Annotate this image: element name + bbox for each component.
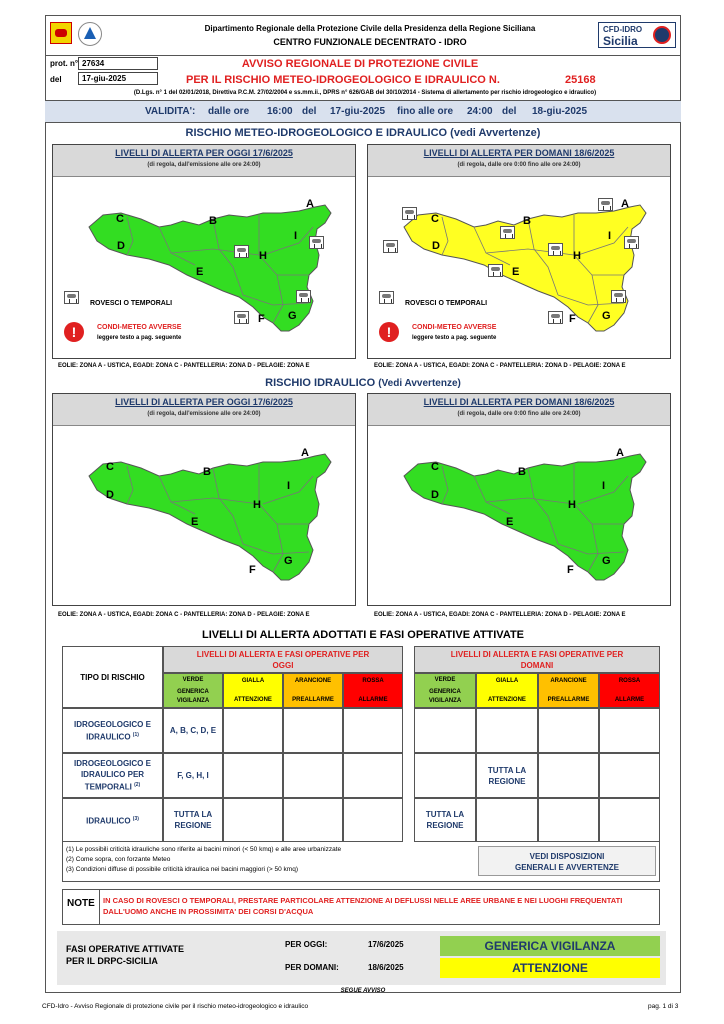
leggere-label: leggere testo a pag. seguente [97,335,182,341]
storm-icon [383,240,398,253]
domani-verde-cell: TUTTA LA REGIONE [414,798,476,842]
cfd-idro-logo: CFD-IDRO Sicilia [598,22,676,48]
level-verde: VERDE GENERICA VIGILANZA [163,673,223,708]
avviso-number: 25168 [565,74,596,86]
level-arancione: ARANCIONE PREALLARME [538,673,599,708]
condi-label: CONDI-METEO AVVERSE [97,324,182,331]
footnote-2: (2) Come sopra, con forzante Meteo [66,856,171,863]
storm-icon [309,236,324,249]
zones-note: EOLIE: ZONA A - USTICA, EGADI: ZONA C - PANTELLERIA: ZONA D - PELAGIE: ZONA E [374,612,626,618]
norms-text: (D.Lgs. n° 1 del 02/01/2018, Direttiva P.C.M. 27/02/2004 e ss.mm.ii., DPRS n° 626/GAB del 30/10/2014 - Sistema di allertamento per rischio idrogeologico e idraulico) [133,90,597,96]
storm-icon [379,291,394,304]
empty-cell [538,753,599,798]
empty-cell [343,798,403,842]
note-label: NOTE [62,889,100,925]
level-rossa: ROSSA ALLARME [343,673,403,708]
domani-header: LIVELLI DI ALLERTA E FASI OPERATIVE PER DOMANI [414,646,660,673]
prot-label: prot. n° [50,59,79,68]
del-date: 17-giu-2025 [78,72,158,85]
alert-table [62,646,660,842]
storm-icon [64,291,79,304]
fasi-oggi-label: PER OGGI: [285,940,328,949]
zones-note: EOLIE: ZONA A - USTICA, EGADI: ZONA C - PANTELLERIA: ZONA D - PELAGIE: ZONA E [58,612,310,618]
storm-icon [234,245,249,258]
section-meteo-title: RISCHIO METEO-IDROGEOLOGICO E IDRAULICO (vedi Avvertenze) [185,127,541,139]
shield-icon [653,26,671,44]
empty-cell [223,798,283,842]
protezione-civile-logo [78,22,102,46]
empty-cell [476,798,538,842]
sicily-map [53,394,357,607]
empty-cell [538,798,599,842]
empty-cell [343,708,403,753]
condi-label: CONDI-METEO AVVERSE [412,324,497,331]
storm-icon [548,311,563,324]
centro-funzionale: CENTRO FUNZIONALE DECENTRATO - IDRO [273,37,467,47]
row-label: IDROGEOLOGICO E IDRAULICO PER TEMPORALI $^{(2)}$ [62,753,163,798]
zones-note: EOLIE: ZONA A - USTICA, EGADI: ZONA C - PANTELLERIA: ZONA D - PELAGIE: ZONA E [58,363,310,369]
storm-icon [234,311,249,324]
storm-icon [611,290,626,303]
footnote-1: (1) Le possibili criticità idrauliche sono riferite ai bacini minori (< 50 kmq) e alle aree urbanizzate [66,846,342,853]
validita-bar: VALIDITA': dalle ore 16:00 del 17-giu-2025 fino alle ore 24:00 del 18-giu-2025 [45,101,681,123]
empty-cell [476,708,538,753]
footer-left: CFD-Idro - Avviso Regionale di protezione civile per il rischio meteo-idrogeologico e idraulico [42,1003,309,1010]
level-gialla: GIALLA ATTENZIONE [476,673,538,708]
fasi-domani-phase: ATTENZIONE [440,958,660,978]
section-idraulico-title: RISCHIO IDRAULICO (Vedi Avvertenze) [265,377,461,389]
sicily-map [368,394,672,607]
empty-cell [283,753,343,798]
row-label: IDROGEOLOGICO E IDRAULICO $^{(1)}$ [62,708,163,753]
fasi-oggi-date: 17/6/2025 [368,940,404,949]
empty-cell [538,708,599,753]
leggere-label: leggere testo a pag. seguente [412,335,497,341]
level-rossa: ROSSA ALLARME [599,673,660,708]
empty-cell [599,708,660,753]
warning-icon: ! [379,322,399,342]
storm-icon [624,236,639,249]
map-panel-idraulico-oggi: LIVELLI DI ALLERTA PER OGGI 17/6/2025 (di regola, dall'emissione alle ore 24:00) [52,393,356,606]
map-panel-meteo-domani: LIVELLI DI ALLERTA PER DOMANI 18/6/2025 (di regola, dalle ore 0:00 fino alle ore 24:00) [367,144,671,359]
map-panel-meteo-oggi: LIVELLI DI ALLERTA PER OGGI 17/6/2025 (di regola, dall'emissione alle ore 24:00) [52,144,356,359]
level-verde: VERDE GENERICA VIGILANZA [414,673,476,708]
domani-gialla-cell: TUTTA LA REGIONE [476,753,538,798]
storm-icon [548,243,563,256]
storm-icon [500,226,515,239]
rovesci-label: ROVESCI O TEMPORALI [90,300,173,307]
level-gialla: GIALLA ATTENZIONE [223,673,283,708]
oggi-verde-cell: F, G, H, I [163,753,223,798]
department-name: Dipartimento Regionale della Protezione Civile della Presidenza della Regione Siciliana [204,24,536,33]
segue-avviso: SEGUE AVVISO [340,988,386,994]
del-label: del [50,75,62,84]
map-panel-idraulico-domani: LIVELLI DI ALLERTA PER DOMANI 18/6/2025 (di regola, dalle ore 0:00 fino alle ore 24:00) [367,393,671,606]
fasi-label: FASI OPERATIVE ATTIVATE PER IL DRPC-SICILIA [66,944,185,966]
rovesci-label: ROVESCI O TEMPORALI [405,300,488,307]
empty-cell [283,798,343,842]
avviso-title: AVVISO REGIONALE DI PROTEZIONE CIVILE [241,58,479,70]
warning-icon: ! [64,322,84,342]
oggi-verde-cell: A, B, C, D, E [163,708,223,753]
footnote-3: (3) Condizioni diffuse di possibile criticità idraulica nei bacini maggiori (> 50 kmq) [66,866,299,873]
oggi-verde-cell: TUTTA LA REGIONE [163,798,223,842]
storm-icon [402,207,417,220]
row-label: IDRAULICO $^{(3)}$ [62,798,163,842]
oggi-header: LIVELLI DI ALLERTA E FASI OPERATIVE PER OGGI [163,646,403,673]
prot-number: 27634 [78,57,158,70]
zones-note: EOLIE: ZONA A - USTICA, EGADI: ZONA C - PANTELLERIA: ZONA D - PELAGIE: ZONA E [374,363,626,369]
fasi-oggi-phase: GENERICA VIGILANZA [440,936,660,956]
vedi-disposizioni-button[interactable]: VEDI DISPOSIZIONI GENERALI E AVVERTENZE [478,846,656,876]
empty-cell [223,708,283,753]
level-arancione: ARANCIONE PREALLARME [283,673,343,708]
empty-cell [283,708,343,753]
storm-icon [488,264,503,277]
note-text: IN CASO DI ROVESCI O TEMPORALI, PRESTARE PARTICOLARE ATTENZIONE AI DEFLUSSI NELLE AREE URBANE E NEI LUOGHI FREQUENTATI DALL'UOMO ANCHE IN PROSSIMITA' DEI CORSI D'ACQUA [100,889,660,925]
fasi-domani-date: 18/6/2025 [368,963,404,972]
empty-cell [223,753,283,798]
empty-cell [343,753,403,798]
avviso-subtitle: PER IL RISCHIO METEO-IDROGEOLOGICO E IDRAULICO N. [186,74,500,86]
empty-cell [414,753,476,798]
fasi-domani-label: PER DOMANI: [285,963,339,972]
region-logo [50,22,72,44]
tipo-header: TIPO DI RISCHIO [62,646,163,708]
storm-icon [598,198,613,211]
table-title: LIVELLI DI ALLERTA ADOTTATI E FASI OPERATIVE ATTIVATE [201,629,525,641]
empty-cell [599,798,660,842]
storm-icon [296,290,311,303]
empty-cell [599,753,660,798]
empty-cell [414,708,476,753]
footer-right: pag. 1 di 3 [648,1003,679,1010]
